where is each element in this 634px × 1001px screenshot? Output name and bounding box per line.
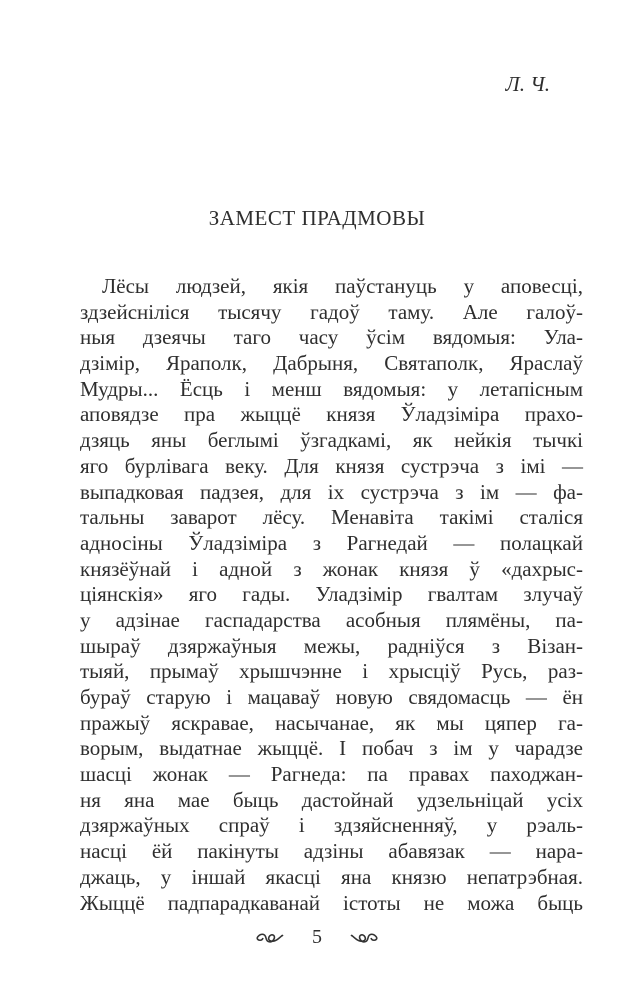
text-line: дзяржаўных спраў і здзяйсненняў, у рэаль- — [80, 813, 583, 838]
text-line: шасці жонак — Рагнеда: па правах паходжан- — [80, 762, 583, 787]
text-line: Лёсы людзей, якія паўстануць у аповесці, — [102, 274, 583, 298]
text-line: дзяць яны беглымі ўзгадкамі, як нейкія тычкі — [80, 428, 583, 453]
page-number: 5 — [312, 926, 322, 948]
text-line: Мудры... Ёсць і менш вядомыя: у летапісным — [80, 376, 583, 401]
section-heading: ЗАМЕСТ ПРАДМОВЫ — [208, 206, 426, 230]
page-footer — [0, 926, 634, 950]
author-initials: Л. Ч. — [505, 72, 550, 96]
text-line: аповядзе пра жыццё князя Ўладзіміра прахо- — [80, 402, 583, 427]
text-line: ныя дзеячы таго часу ўсім вядомыя: Ула- — [80, 325, 583, 350]
text-line: здзейсніліся тысячу гадоў таму. Але галоў- — [80, 299, 583, 324]
text-line: пражыў яскравае, насычанае, як мы цяпер га- — [80, 710, 583, 735]
text-line: выпадковая падзея, для іх сустрэча з ім — фа- — [80, 479, 583, 504]
text-line: бураў старую і мацаваў новую свядомасць — ён — [80, 685, 583, 709]
ornament-right-icon — [349, 927, 379, 950]
ornament-left-icon — [255, 927, 285, 950]
text-line: дзімір, Яраполк, Дабрыня, Святаполк, Яраслаў — [80, 351, 583, 376]
text-line: тыяй, прымаў хрышчэнне і хрысціў Русь, раз- — [80, 659, 583, 684]
text-line: насці ёй пакінуты адзіны абавязак — нара- — [80, 839, 583, 864]
text-line: ворым, выдатнае жыццё. І побач з ім у чарадзе — [80, 736, 583, 761]
text-line: джаць, у іншай якасці яна князю непатрэбная. — [80, 864, 583, 889]
text-line: шыраў дзяржаўныя межы, радніўся з Візан- — [80, 633, 583, 658]
text-line: ня яна мае быць дастойнай удзельніцай усіх — [80, 787, 583, 812]
body-text — [80, 274, 583, 916]
text-line: яго бурлівага веку. Для князя сустрэча з імі — — [80, 453, 583, 478]
text-line: у адзінае гаспадарства асобныя плямёны, па- — [80, 607, 583, 632]
text-line: тальны заварот лёсу. Менавіта такімі сталіся — [80, 505, 583, 530]
text-line: ціянскія» яго гады. Уладзімір гвалтам злучаў — [80, 582, 583, 607]
text-line: Жыццё падпарадкаванай істоты не можа быць — [80, 890, 583, 915]
text-line: князёўнай і адной з жонак князя ў «дахрыс- — [80, 556, 583, 581]
text-line: адносіны Ўладзіміра з Рагнедай — полацкай — [80, 530, 583, 555]
